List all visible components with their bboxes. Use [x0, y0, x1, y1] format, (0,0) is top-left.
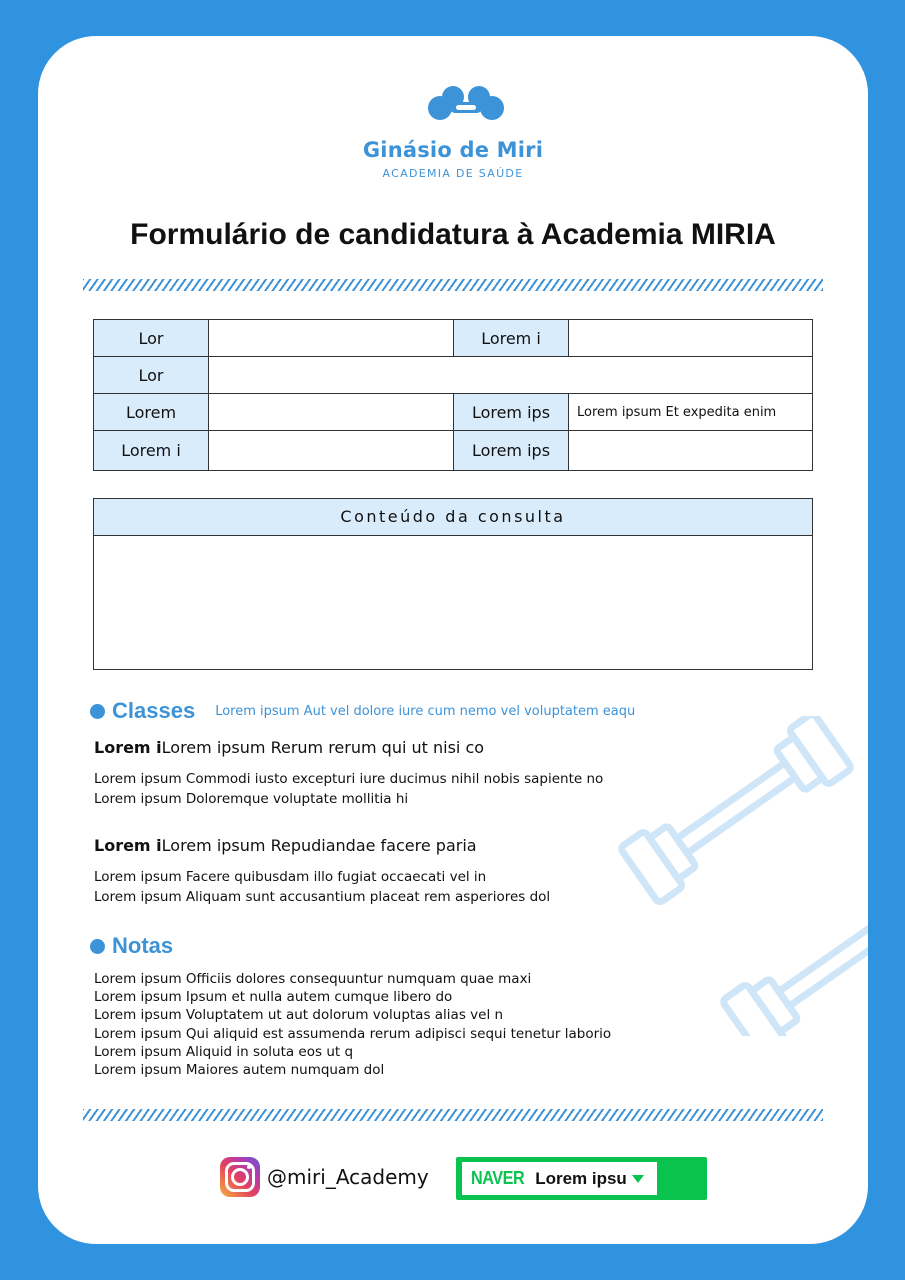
class-desc-line: Lorem ipsum Aliquam sunt accusantium placeat rem asperiores dol	[94, 889, 551, 905]
class-desc-line: Lorem ipsum Facere quibusdam illo fugiat occaecati vel in	[94, 869, 487, 885]
table-row	[94, 357, 813, 394]
field-label: Lor	[94, 320, 209, 357]
note-line: Lorem ipsum Ipsum et nulla autem cumque libero do	[94, 989, 453, 1006]
field-label: Lorem i	[94, 431, 209, 471]
class-description	[94, 867, 694, 907]
field-input[interactable]	[209, 431, 454, 471]
notes-list	[94, 970, 611, 1079]
class-heading	[94, 836, 694, 855]
table-row	[94, 431, 813, 471]
class-heading-bold: Lorem i	[94, 738, 162, 757]
field-input[interactable]	[209, 320, 454, 357]
divider-bottom	[83, 1109, 823, 1121]
naver-search-bar[interactable]	[456, 1157, 707, 1200]
field-label: Lor	[94, 357, 209, 394]
field-input[interactable]	[569, 320, 813, 357]
caret-down-icon	[632, 1175, 644, 1183]
instagram-handle: @miri_Academy	[267, 1165, 429, 1189]
notes-section-header	[90, 933, 173, 959]
note-line: Lorem ipsum Maiores autem numquam dol	[94, 1062, 385, 1079]
naver-search-box[interactable]	[462, 1162, 657, 1195]
table-row	[94, 394, 813, 431]
naver-search-text: Lorem ipsu	[535, 1168, 627, 1188]
classes-note: Lorem ipsum Aut vel dolore iure cum nemo vel voluptatem eaqu	[215, 703, 636, 719]
field-label: Lorem	[94, 394, 209, 431]
dumbbell-logo-icon	[426, 84, 506, 126]
brand-subtitle: ACADEMIA DE SAÚDE	[382, 167, 524, 180]
field-input[interactable]: Lorem ipsum Et expedita enim	[569, 394, 813, 431]
note-line: Lorem ipsum Officiis dolores consequuntur numquam quae maxi	[94, 971, 532, 987]
note-line: Lorem ipsum Voluptatem ut aut dolorum voluptas alias vel n	[94, 1007, 504, 1024]
classes-title: Classes	[112, 698, 196, 723]
class-heading	[94, 738, 694, 757]
class-heading-text: Lorem ipsum Repudiandae facere paria	[161, 836, 477, 855]
field-label: Lorem ips	[454, 394, 569, 431]
class-heading-bold: Lorem i	[94, 836, 162, 855]
bullet-dot	[90, 939, 105, 954]
field-input[interactable]	[209, 357, 813, 394]
notes-title: Notas	[112, 933, 174, 958]
field-input[interactable]	[209, 394, 454, 431]
consult-body-input[interactable]	[94, 536, 812, 670]
field-label: Lorem ips	[454, 431, 569, 471]
divider-top	[83, 279, 823, 291]
table-row	[94, 320, 813, 357]
instagram-icon	[220, 1157, 260, 1197]
class-desc-line: Lorem ipsum Doloremque voluptate mollitia hi	[94, 791, 409, 807]
class-heading-text: Lorem ipsum Rerum rerum qui ut nisi co	[161, 738, 485, 757]
instagram-link[interactable]	[220, 1157, 429, 1197]
consult-box	[93, 498, 813, 670]
consult-header: Conteúdo da consulta	[94, 499, 812, 536]
bullet-dot	[90, 704, 105, 719]
brand-name: Ginásio de Miri	[362, 138, 544, 162]
field-label: Lorem i	[454, 320, 569, 357]
class-description	[94, 769, 694, 809]
note-line: Lorem ipsum Aliquid in soluta eos ut q	[94, 1043, 354, 1060]
class-item	[94, 836, 694, 907]
classes-section-header	[90, 698, 635, 724]
form-card	[38, 36, 868, 1244]
naver-logo: NAVER	[470, 1168, 525, 1188]
page-title: Formulário de candidatura à Academia MIRIA	[130, 218, 776, 251]
field-input[interactable]	[569, 431, 813, 471]
class-desc-line: Lorem ipsum Commodi iusto excepturi iure ducimus nihil nobis sapiente no	[94, 771, 604, 787]
class-item	[94, 738, 694, 809]
note-line: Lorem ipsum Qui aliquid est assumenda rerum adipisci sequi tenetur laborio	[94, 1025, 612, 1042]
applicant-info-table	[93, 319, 813, 471]
